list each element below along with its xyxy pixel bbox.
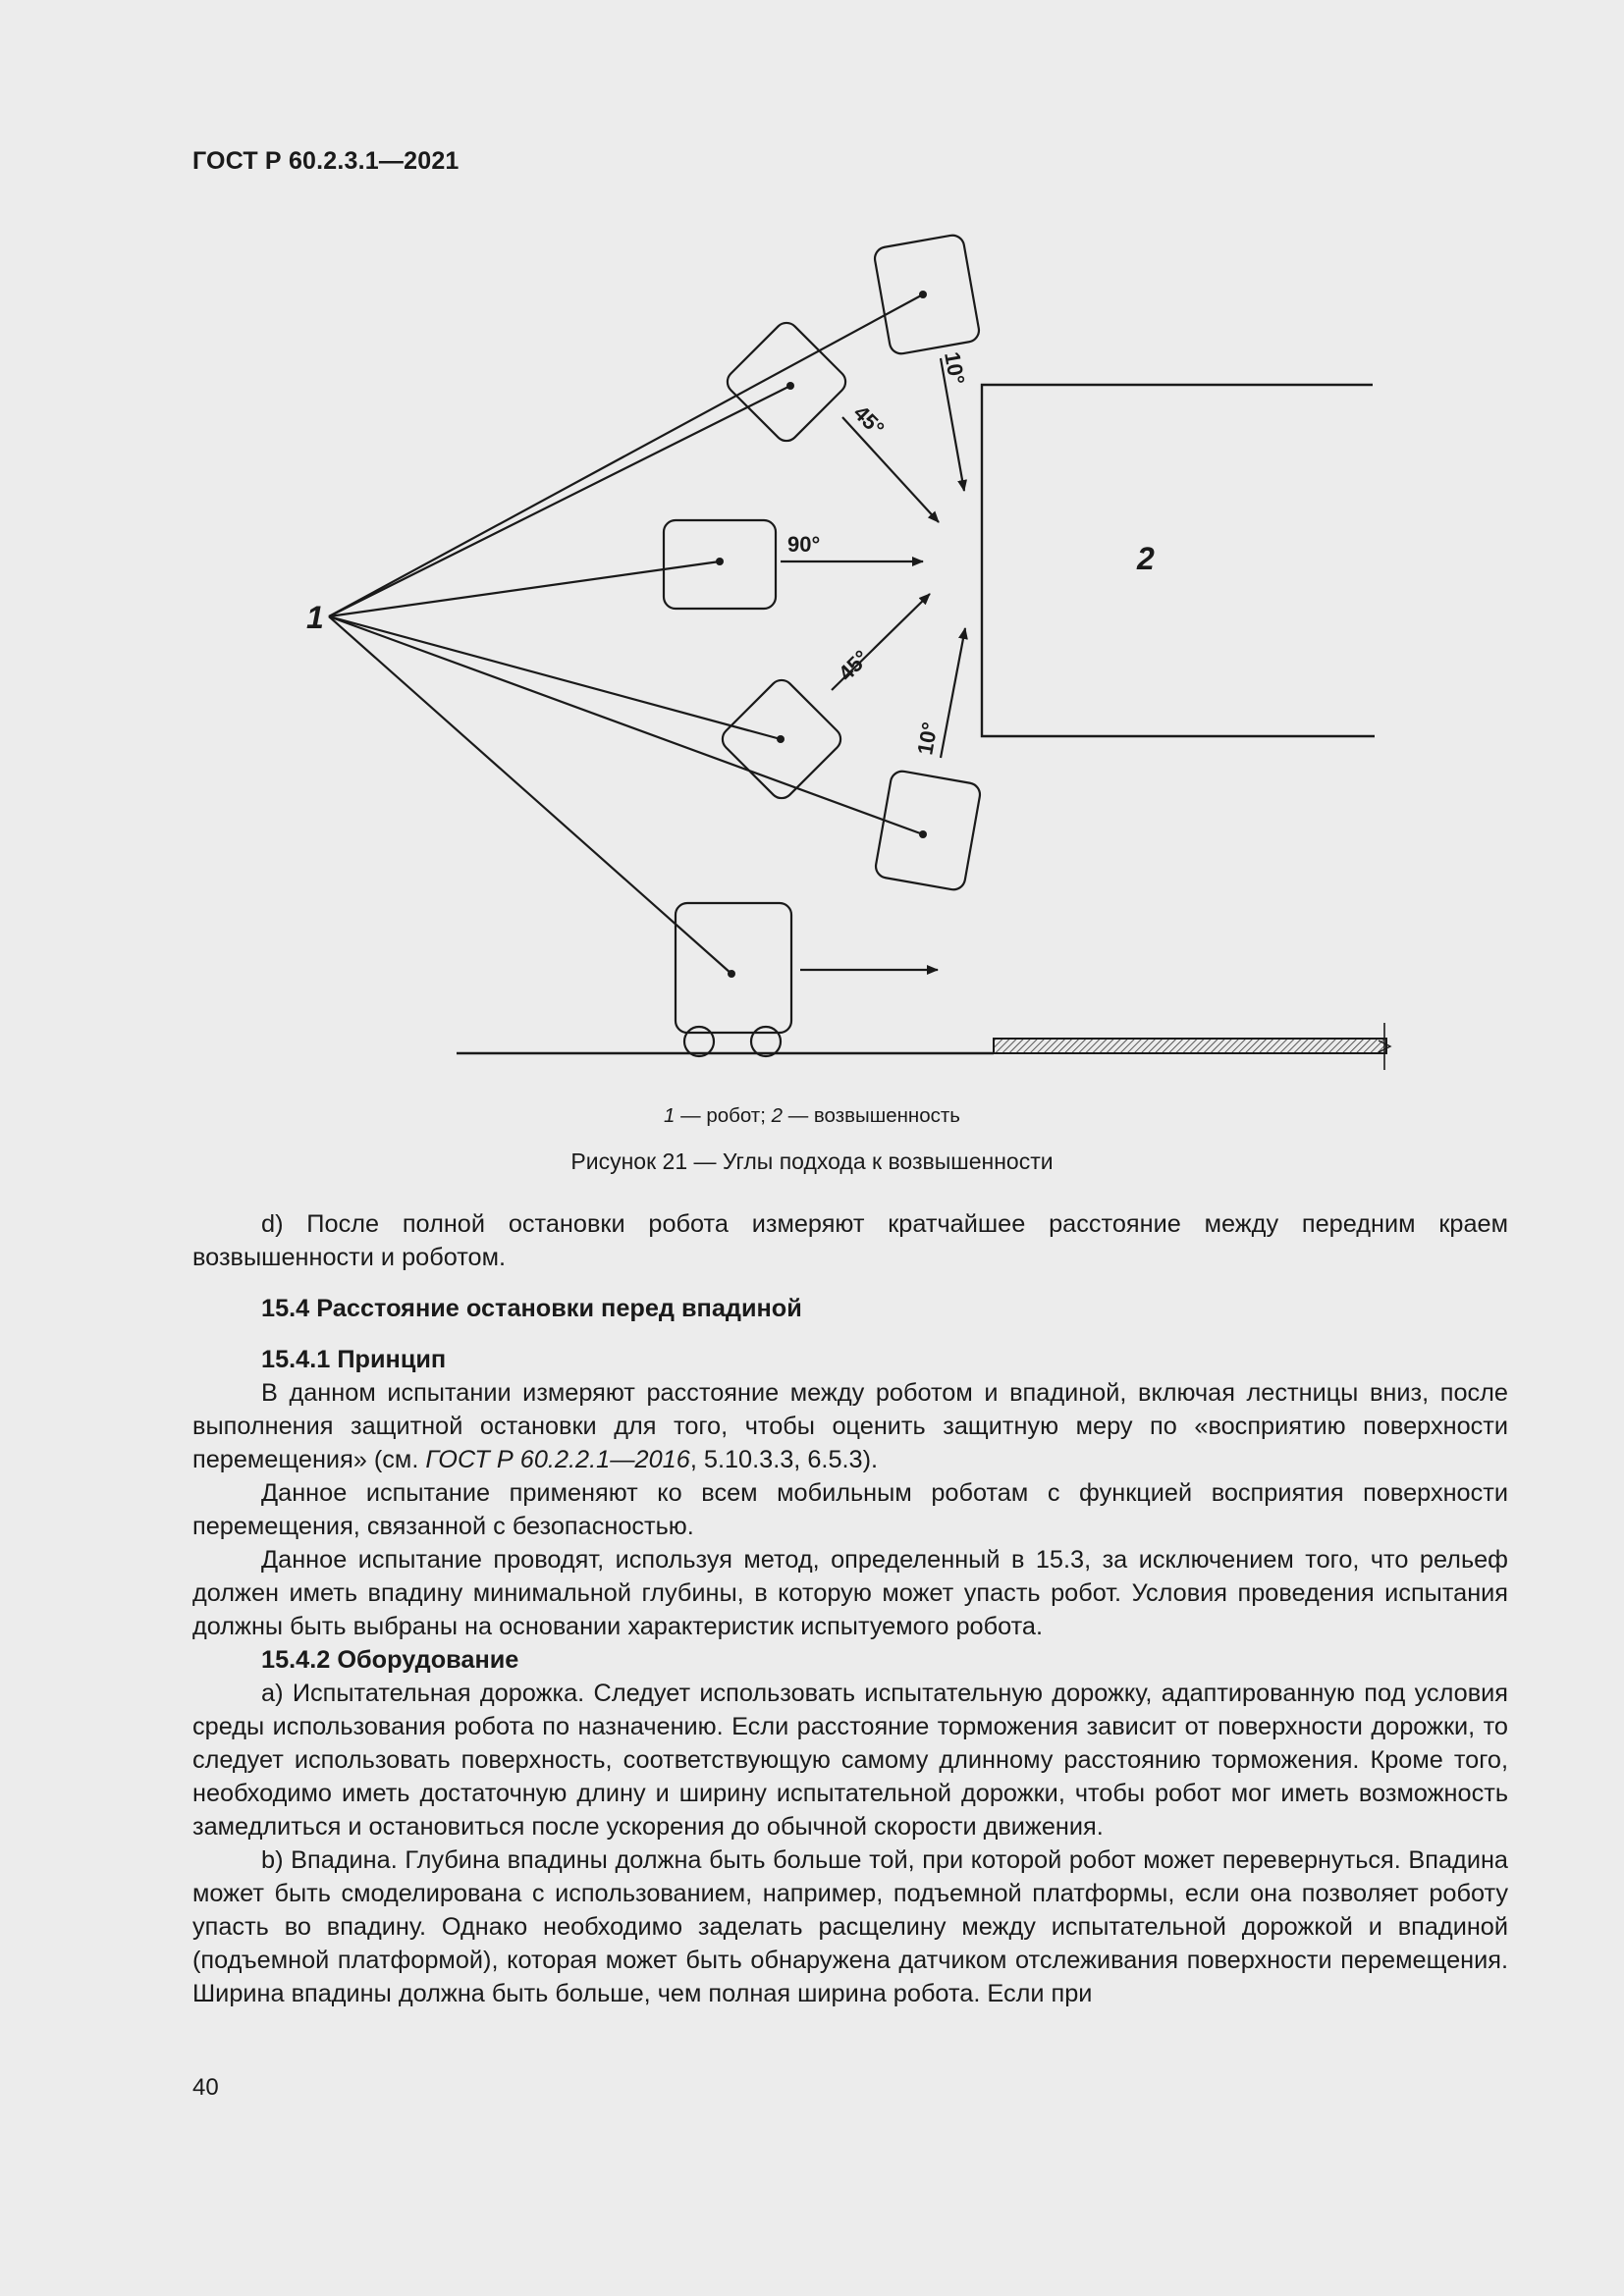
principle-paragraph-1: В данном испытании измеряют расстояние между роботом и впадиной, включая лестницы вниз, после выполнения защитной остановки для того, чтобы оценить защитную меру по «восприятию поверхности перемещения» (см. ГОСТ Р 60.2.2.1—2016, 5.10.3.3, 6.5.3). [192,1379,1508,1473]
robot-wheel-right [751,1027,781,1056]
label-elevation: 2 [1137,541,1155,576]
section-heading-15-4: 15.4 Расстояние остановки перед впадиной [261,1295,802,1322]
principle-paragraph-3: Данное испытание проводят, используя метод, определенный в 15.3, за исключением того, что рельеф должен иметь впадину минимальной глубины, в которую может упасть робот. Условия проведения испытания должны быть выбраны на основании характеристик испытуемого робота. [192,1546,1508,1640]
elevation-outline [982,385,1375,736]
robot-box-10-bottom [874,770,982,891]
equipment-paragraph-a: а) Испытательная дорожка. Следует использовать испытательную дорожку, адаптированную под условия среды использования робота по назначению. Если расстояние торможения зависит от поверхности дорожки, то следует использовать поверхность, соответствующую самому длинному расстоянию торможения. Кроме того, необходимо иметь достаточную длину и ширину испытательной дорожки, чтобы робот мог иметь возможность замедлиться и остановиться после ускорения до обычной скорости движения. [192,1680,1508,1841]
approach-line-90 [329,561,720,616]
angle-label-90: 90° [787,532,821,557]
angle-label-10-top: 10° [940,349,970,387]
label-robot: 1 [306,600,324,635]
page-number: 40 [192,2074,219,2101]
figure-legend: 1 — робот; 2 — возвышенность [664,1104,960,1127]
figure-21-approach-angles [0,0,1624,1109]
document-header: ГОСТ Р 60.2.3.1—2021 [192,147,460,175]
ground-step-hatched [994,1039,1386,1053]
direction-arrow-45-top [842,417,939,522]
angle-label-45-bottom: 45° [833,645,875,686]
approach-lines [329,294,923,974]
approach-line-upper-45 [329,386,790,616]
robot-box-45-top [723,318,850,446]
principle-paragraph-2: Данное испытание применяют ко всем мобильным роботам с функцией восприятия поверхности перемещения, связанной с безопасностью. [192,1479,1508,1540]
section-heading-15-4-2: 15.4.2 Оборудование [261,1646,519,1674]
paragraph-d: d) После полной остановки робота измеряют кратчайшее расстояние между передним краем возвышенности и роботом. [192,1210,1509,1271]
approach-line-top [329,294,923,616]
equipment-paragraph-b: b) Впадина. Глубина впадины должна быть больше той, при которой робот может перевернуться. Впадина может быть смоделирована с использованием, например, подъемной платформы, если она позволяет роботу упасть во впадину. Однако необходимо заделать расщелину между испытательной дорожкой и впадиной (подъемной платформой), которая может быть обнаружена датчиком отслеживания поверхности перемещения. Ширина впадины должна быть больше, чем полная ширина робота. Если при [192,1846,1508,2007]
body-text [192,1207,1508,2010]
direction-arrow-10-bottom [941,628,965,758]
robot-wheel-left [684,1027,714,1056]
angle-label-10-bottom: 10° [912,720,943,757]
figure-caption: Рисунок 21 — Углы подхода к возвышенности [570,1148,1054,1174]
robot-ground-body [676,903,791,1033]
angle-label-45-top: 45° [848,400,890,442]
approach-line-bottom [329,616,923,834]
section-heading-15-4-1: 15.4.1 Принцип [261,1346,447,1373]
